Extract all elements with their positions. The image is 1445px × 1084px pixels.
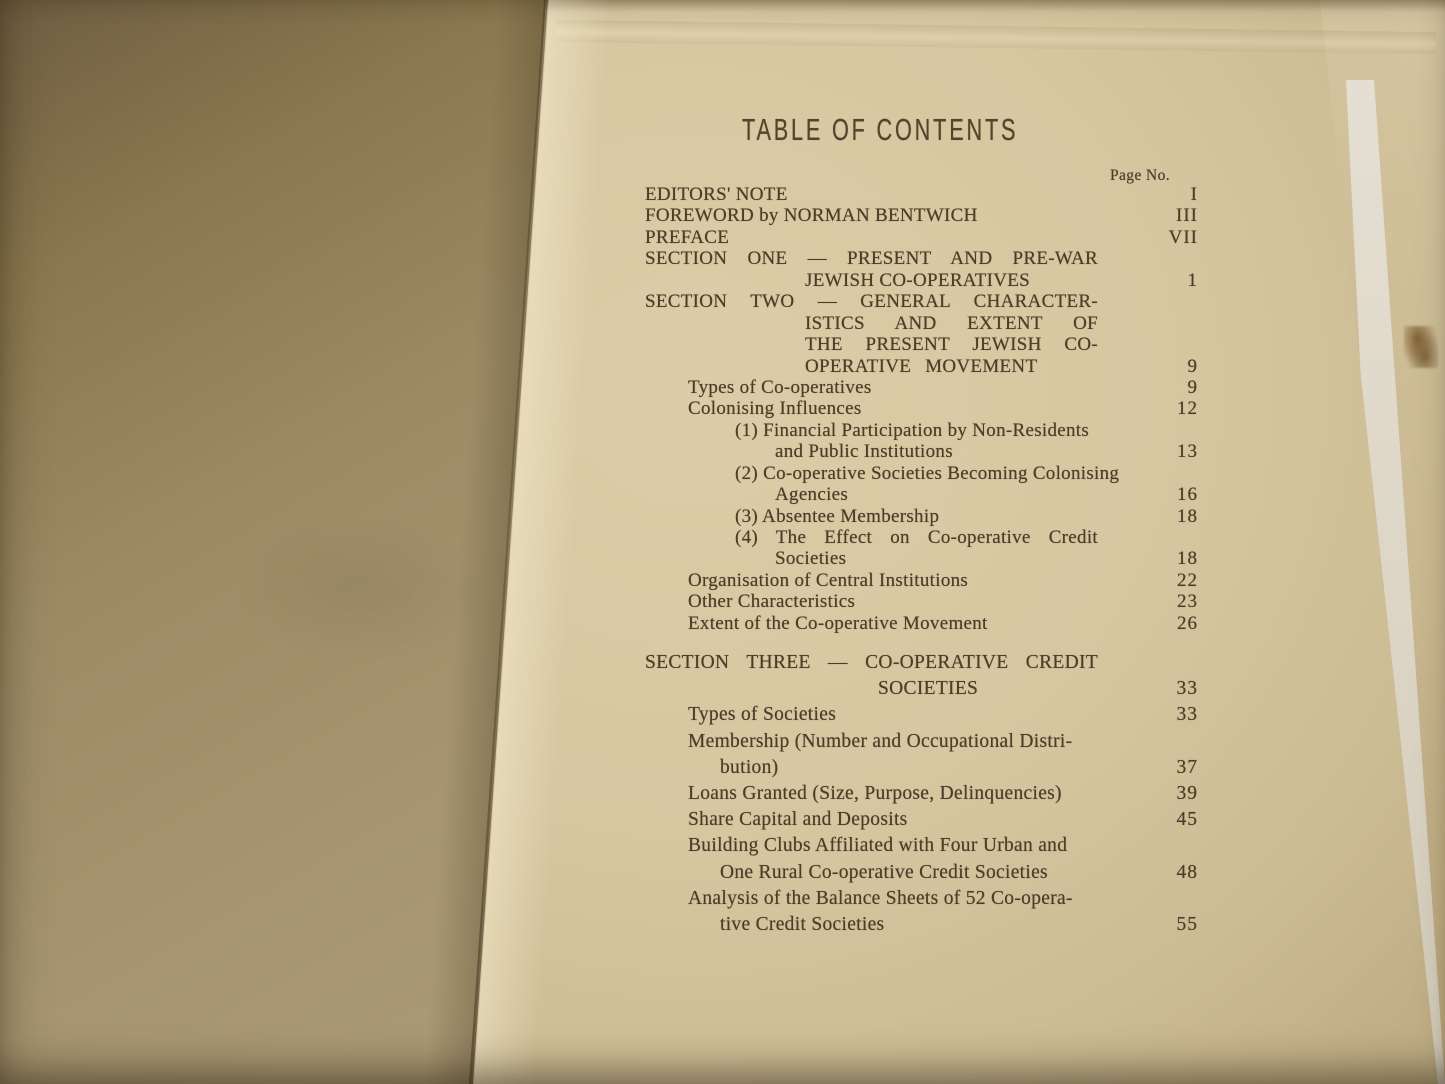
toc-entry-text: SECTION THREE — CO-OPERATIVE CREDIT (645, 652, 1098, 673)
toc-entry-text: Building Clubs Affiliated with Four Urban and (688, 835, 1068, 857)
toc-entry-page: 22 (1177, 569, 1198, 591)
toc-entry-text: Loans Granted (Size, Purpose, Delinquencies) (688, 782, 1062, 804)
toc-entry-page: 33 (1176, 704, 1198, 726)
toc-entry-text: OPERATIVE MOVEMENT (805, 355, 1038, 377)
toc-entry-page: 45 (1176, 809, 1198, 831)
toc-entry-text: JEWISH CO-OPERATIVES (805, 269, 1031, 291)
toc-entry-page: III (1176, 205, 1198, 227)
toc-entry-text: (4) The Effect on Co-operative Credit (735, 527, 1098, 548)
toc-entry-page: 26 (1177, 612, 1198, 634)
toc-entry-page: 37 (1176, 756, 1198, 778)
toc-entry-text: (1) Financial Participation by Non-Residents (735, 419, 1090, 441)
page-number-column-header: Page No. (1110, 167, 1171, 184)
toc-entry-text: Analysis of the Balance Sheets of 52 Co-opera- (688, 887, 1073, 909)
toc-entry-text: Extent of the Co-operative Movement (688, 612, 988, 634)
toc-entry (630, 783, 1198, 809)
toc-entry-text: Membership (Number and Occupational Distri- (688, 730, 1073, 752)
toc-entry-page: 33 (1176, 678, 1198, 700)
toc-entry (630, 441, 1198, 462)
toc-entry (630, 835, 1198, 861)
toc-entry (630, 591, 1198, 612)
toc-list-section-three (630, 652, 1198, 940)
page-title: TABLE OF CONTENTS (742, 112, 1019, 147)
toc-entry (630, 484, 1198, 505)
toc-entry-page: 48 (1176, 861, 1198, 883)
toc-entry-text: (2) Co-operative Societies Becoming Colonising (735, 462, 1120, 484)
toc-entry (630, 506, 1198, 527)
toc-entry (630, 570, 1198, 591)
toc-entry-page: 9 (1187, 376, 1198, 398)
toc-entry (630, 678, 1198, 704)
toc-list-front (630, 184, 1198, 634)
toc-entry-text: tive Credit Societies (720, 913, 885, 935)
toc-entry (630, 652, 1198, 678)
toc-entry-page: 13 (1177, 441, 1198, 463)
toc-entry-text: PREFACE (645, 226, 730, 248)
toc-entry-text: Share Capital and Deposits (688, 809, 908, 831)
toc-entry (630, 184, 1198, 205)
toc-entry (630, 291, 1198, 312)
toc-entry-page: 18 (1177, 548, 1198, 570)
toc-entry-text: ISTICS AND EXTENT OF (805, 312, 1098, 334)
toc-entry-text: Agencies (775, 484, 849, 506)
toc-entry (630, 731, 1198, 757)
toc-entry-text: Organisation of Central Institutions (688, 569, 969, 591)
toc-entry-text: THE PRESENT JEWISH CO- (805, 334, 1098, 356)
toc-entry-text: FOREWORD by NORMAN BENTWICH (645, 205, 978, 227)
toc-entry-text: Societies (775, 548, 847, 570)
toc-entry (630, 270, 1198, 291)
toc-entry-page: I (1190, 184, 1198, 205)
toc-entry (630, 313, 1198, 334)
toc-entry (630, 862, 1198, 888)
toc-entry (630, 463, 1198, 484)
toc-entry (630, 205, 1198, 226)
toc-entry (630, 248, 1198, 269)
toc-entry-text: SECTION ONE — PRESENT AND PRE-WAR (645, 248, 1098, 270)
paper-stain (1404, 326, 1438, 368)
toc-entry-text: Types of Co-operatives (688, 376, 872, 398)
toc-entry-page: 39 (1176, 782, 1198, 804)
toc-entry (630, 377, 1198, 398)
toc-entry-text: SOCIETIES (878, 678, 979, 700)
toc-entry-page: 55 (1176, 913, 1198, 935)
toc-entry-page: 18 (1177, 505, 1198, 527)
ghost-impression (240, 520, 480, 660)
toc-entry-page: 1 (1187, 269, 1198, 291)
toc-entry-text: One Rural Co-operative Credit Societies (720, 861, 1048, 883)
toc-entry (630, 227, 1198, 248)
toc-entry (630, 398, 1198, 419)
toc-entry-text: Colonising Influences (688, 398, 862, 420)
toc-entry (630, 420, 1198, 441)
toc-entry-page: 23 (1177, 591, 1198, 613)
toc-entry-text: and Public Institutions (775, 441, 953, 463)
toc-entry-page: VII (1168, 226, 1198, 248)
toc-entry (630, 704, 1198, 730)
toc-entry-text: SECTION TWO — GENERAL CHARACTER- (645, 291, 1098, 313)
toc-entry (630, 356, 1198, 377)
toc-entry (630, 888, 1198, 914)
page-top-edge-shadow (540, 0, 1445, 12)
toc-entry-text: bution) (720, 756, 779, 778)
toc-entry-text: (3) Absentee Membership (735, 505, 940, 527)
toc-entry (630, 613, 1198, 634)
toc-entry-page: 12 (1177, 398, 1198, 420)
toc-entry (630, 809, 1198, 835)
toc-entry (630, 914, 1198, 940)
toc-entry-page: 9 (1187, 355, 1198, 377)
toc-entry-text: Other Characteristics (688, 591, 856, 613)
toc-entry-text: Types of Societies (688, 704, 837, 726)
toc-entry (630, 527, 1198, 548)
toc-entry (630, 548, 1198, 569)
toc-entry (630, 334, 1198, 355)
toc-entry-text: EDITORS' NOTE (645, 184, 788, 205)
toc-entry (630, 757, 1198, 783)
toc-entry-page: 16 (1177, 484, 1198, 506)
